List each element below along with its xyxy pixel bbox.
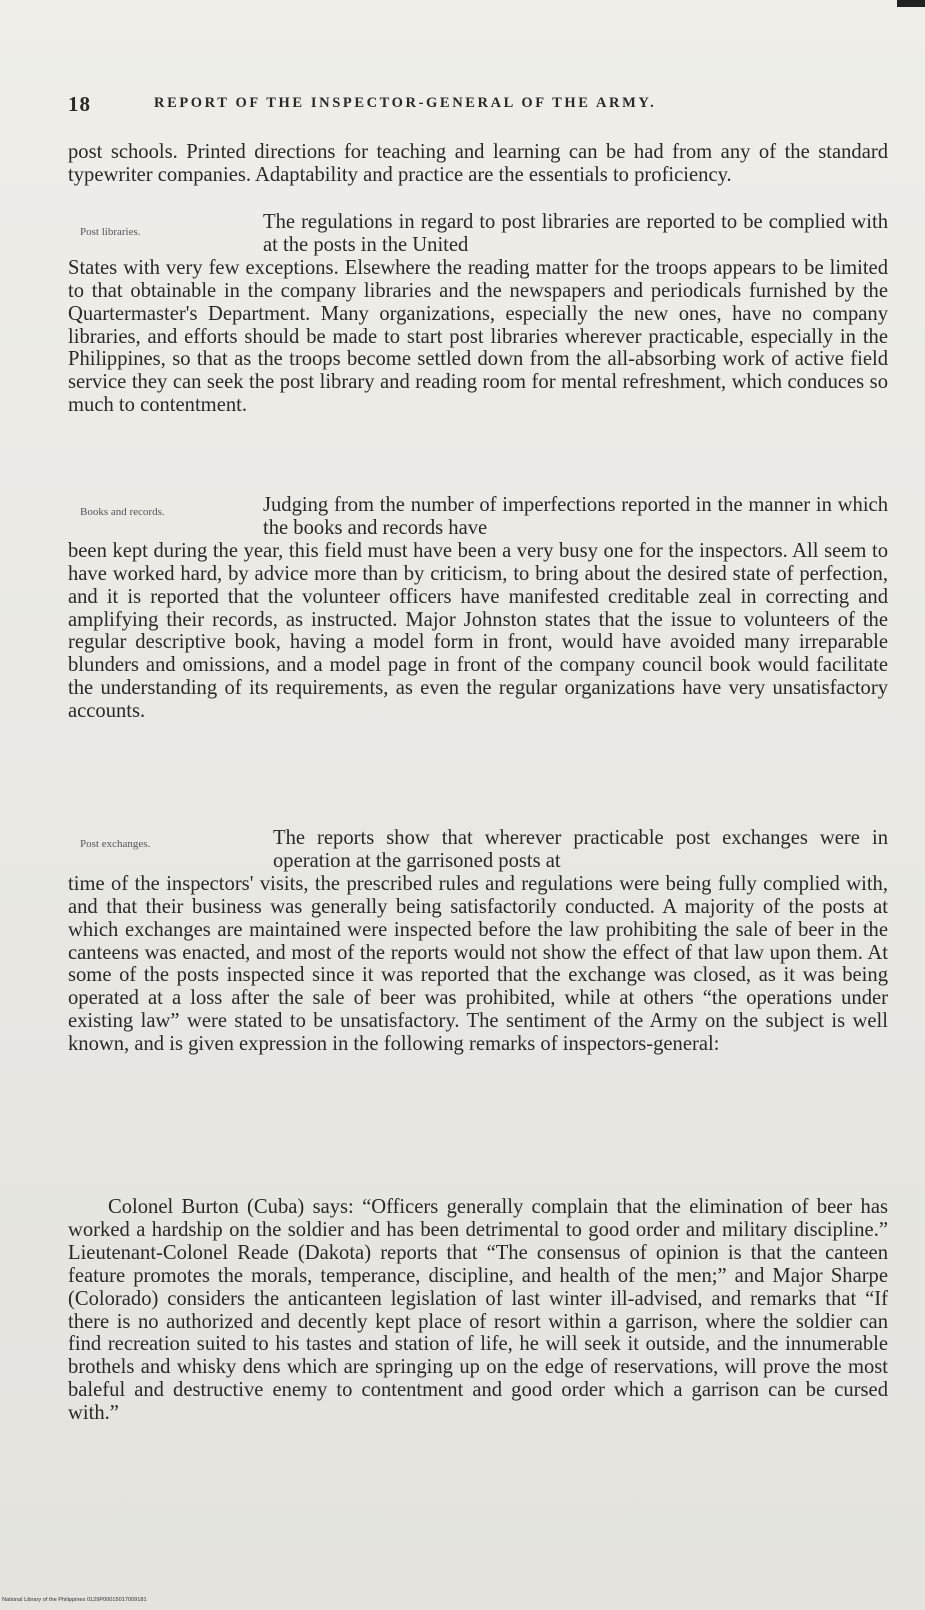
paragraph-post-libraries [68,211,888,417]
sidenote-post-libraries: Post libraries. [80,226,141,238]
paragraph-body: time of the inspectors' visits, the prescribed rules and regulations were being fully complied with, and that their business was generally being satisfactorily conducted. A majority of the posts at which exchanges are maintained were inspected before the law prohibiting the sale of beer in the canteens was enacted, and most of the reports would not show the effect of that law upon them. At some of the posts inspected since it was reported that the exchange was closed, as it was being operated at a loss after the sale of beer was prohibited, while at others “the operations under existing law” were stated to be unsatisfactory. The sentiment of the Army on the subject is well known, and is given expression in the following remarks of inspectors-general: [68,872,888,1056]
page-number: 18 [68,92,91,116]
paragraph-body: been kept during the year, this field must have been a very busy one for the inspectors. All seem to have worked hard, by advice more than by criticism, to bring about the desired state of perfection, and it is reported that the volunteer officers have manifested creditable zeal in correcting and amplifying their records, as instructed. Major Johnston states that the issue to volunteers of the regular descriptive book, having a model form in front, would have avoided many irreparable blunders and omissions, and a model page in front of the company council book would facilitate the understanding of its requirements, as even the regular organizations have very unsatisfactory accounts. [68,539,888,723]
paragraph-post-exchanges [68,827,888,1056]
running-title: REPORT OF THE INSPECTOR-GENERAL OF THE ARMY. [154,95,657,111]
paragraph-lead: The regulations in regard to post libraries are reported to be complied with at the posts in the United [263,211,888,256]
page-header [68,92,888,116]
sidenote-books-and-records: Books and records. [80,506,165,518]
paragraph-quotes: Colonel Burton (Cuba) says: “Officers generally complain that the elimination of beer has worked a hardship on the soldier and has been detrimental to good order and military discipline.” Lieutenant-Colonel Reade (Dakota) reports that “The consensus of opinion is that the canteen feature promotes the morals, temperance, discipline, and health of the men;” and Major Sharpe (Colorado) considers the anticanteen legislation of last winter ill-advised, and remarks that “If there is no authorized and decently kept place of resort within a garrison, where the soldier can find recreation suited to his tastes and station of life, he will seek it outside, and the innumerable brothels and whisky dens which are springing up on the edge of reservations, will prove the most baleful and destructive enemy to contentment and good order which a garrison can be cursed with.” [68,1196,888,1425]
scan-corner-mark [897,0,925,7]
paragraph-intro: post schools. Printed directions for teaching and learning can be had from any of the standard typewriter companies. Adaptability and practice are the essentials to proficiency. [68,141,888,186]
sidenote-post-exchanges: Post exchanges. [80,838,151,850]
scan-imprint: National Library of the Philippines 0129P00015017009181 [2,1597,147,1603]
paragraph-lead: Judging from the number of imperfections reported in the manner in which the books and records have [263,494,888,539]
paragraph-body: States with very few exceptions. Elsewhere the reading matter for the troops appears to be limited to that obtainable in the company libraries and the newspapers and periodicals furnished by the Quartermaster's Department. Many organizations, especially the new ones, have no company libraries, and efforts should be made to start post libraries wherever practicable, especially in the Philippines, so that as the troops become settled down from the all-absorbing work of active field service they can seek the post library and reading room for mental refreshment, which conduces so much to contentment. [68,256,888,417]
paragraph-lead: The reports show that wherever practicable post exchanges were in operation at the garrisoned posts at [273,827,888,872]
paragraph-books-and-records [68,494,888,723]
